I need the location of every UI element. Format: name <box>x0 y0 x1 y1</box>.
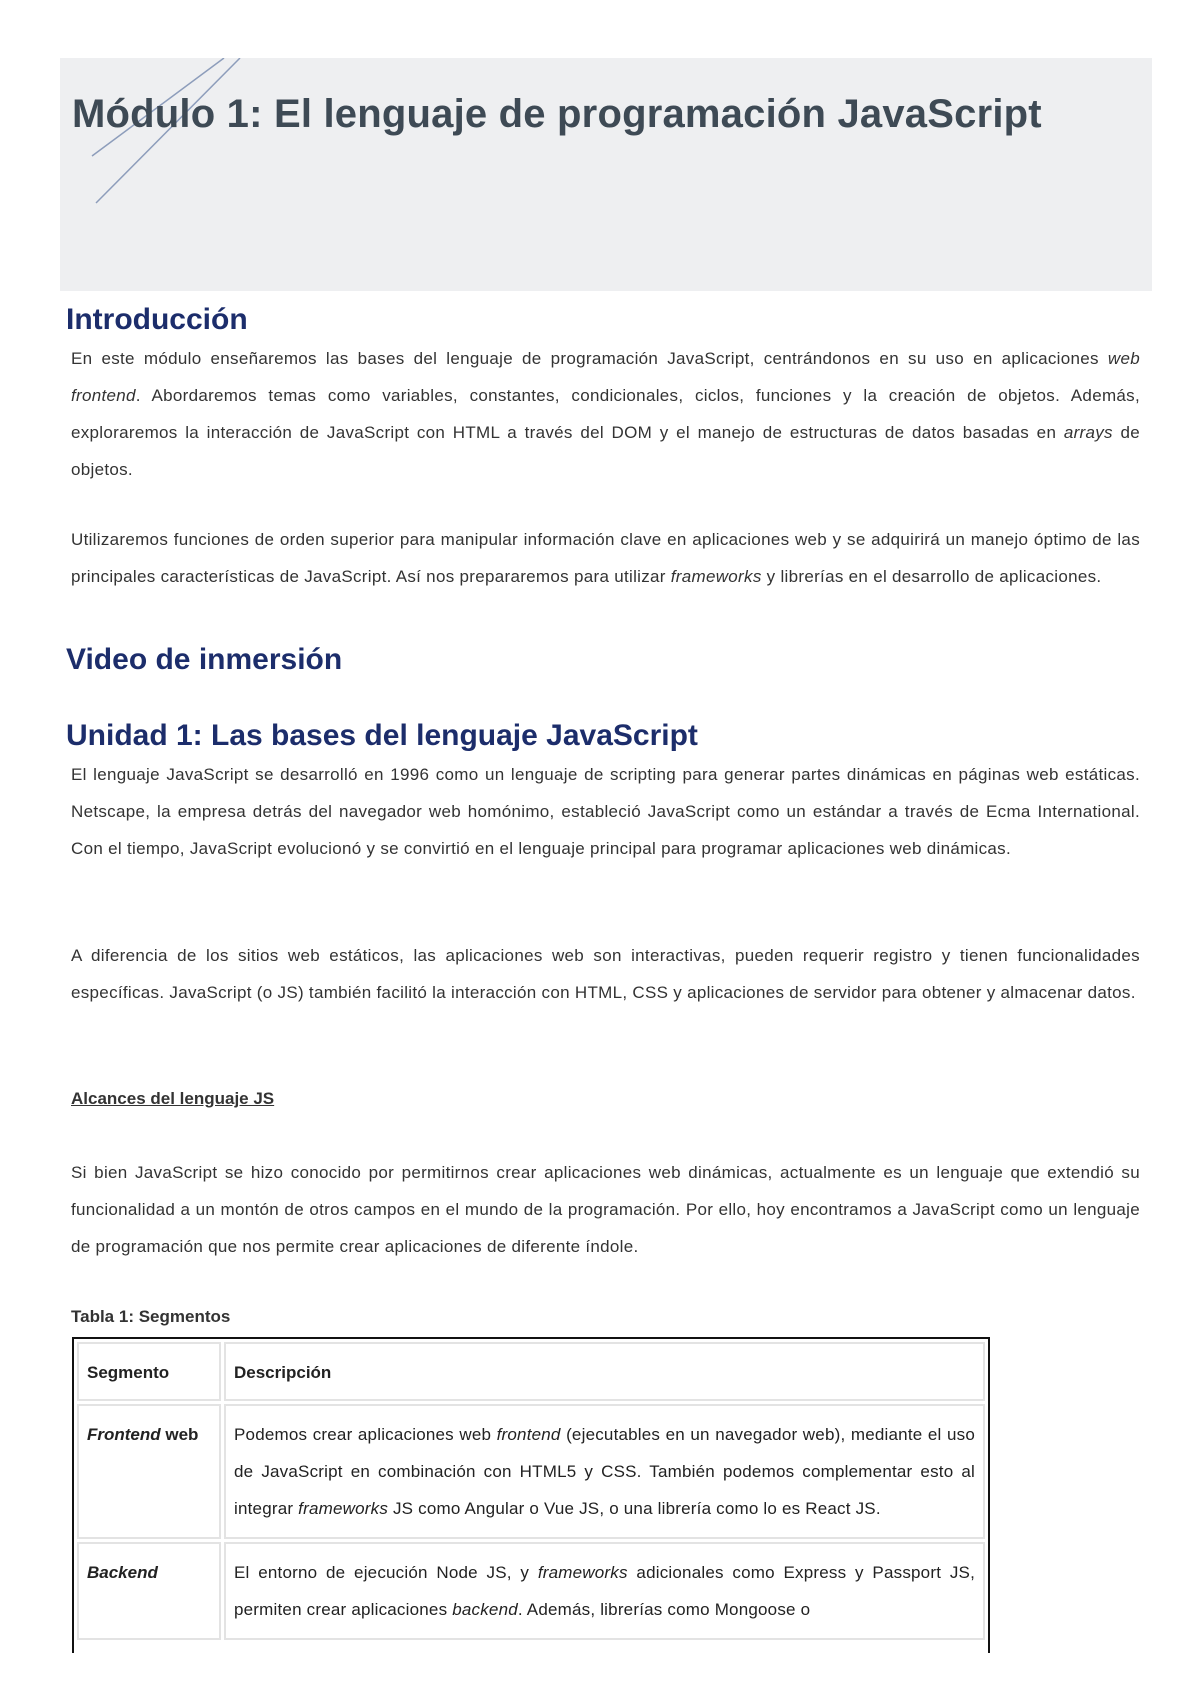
module-header-banner <box>60 58 1152 291</box>
table-header-row <box>77 1342 985 1401</box>
italic-text: frontend <box>496 1425 561 1444</box>
italic-text: frameworks <box>537 1563 628 1582</box>
text-segment: Podemos crear aplicaciones web <box>234 1425 497 1444</box>
intro-paragraph <box>71 340 1140 488</box>
text-segment: . Además, librerías como Mongoose o <box>517 1600 811 1619</box>
unit1-paragraph <box>71 756 1140 867</box>
text-segment: A diferencia de los sitios web estáticos, las aplicaciones web son interactivas, pueden requerir registro y tienen funcionalidades específicas. JavaScript (o JS) también facilitó la interacción con HTML, CSS y aplicaciones de servidor para obtener y almacenar datos. <box>71 946 1140 1002</box>
text-segment: Utilizaremos funciones de orden superior para manipular información clave en aplicaciones web y se adquirirá un manejo óptimo de las principales características de JavaScript. Así nos prepararemos para utilizar <box>71 530 1140 586</box>
text-segment: El entorno de ejecución Node JS, y <box>234 1563 538 1582</box>
text-segment: . Abordaremos temas como variables, constantes, condicionales, ciclos, funciones y la creación de objetos. Además, exploraremos la interacción de JavaScript con HTML a través del DOM y el manejo de estructuras de datos basadas en <box>71 386 1140 442</box>
table-row <box>77 1542 985 1640</box>
video-heading: Video de inmersión <box>66 643 343 676</box>
text-segment: El lenguaje JavaScript se desarrolló en 1996 como un lenguaje de scripting para generar partes dinámicas en páginas web estáticas. Netscape, la empresa detrás del navegador web homónimo, estableció JavaScript como un estándar a través de Ecma International. Con el tiempo, JavaScript evolucionó y se convirtió en el lenguaje principal para programar aplicaciones web dinámicas. <box>71 765 1140 858</box>
text-segment: y librerías en el desarrollo de aplicaciones. <box>761 567 1102 586</box>
unit1-heading: Unidad 1: Las bases del lenguaje JavaScript <box>66 719 698 752</box>
italic-text: backend <box>452 1600 518 1619</box>
italic-text: web frontend <box>71 349 1140 405</box>
intro-paragraph <box>71 521 1140 595</box>
table-row <box>77 1404 985 1539</box>
description-cell <box>224 1404 985 1539</box>
italic-text: Backend <box>87 1563 158 1582</box>
text-segment: En este módulo enseñaremos las bases del lenguaje de programación JavaScript, centrándonos en su uso en aplicaciones <box>71 349 1108 368</box>
text-segment: JS como Angular o Vue JS, o una librería como lo es React JS. <box>388 1499 881 1518</box>
text-segment: (ejecutables en un navegador web), mediante el uso de JavaScript en combinación con HTML5 y CSS. También podemos complementar esto al integrar <box>234 1425 975 1518</box>
header-segment: Segmento <box>77 1342 221 1401</box>
text-segment: web <box>160 1425 199 1444</box>
italic-text: frameworks <box>298 1499 389 1518</box>
text-segment: Si bien JavaScript se hizo conocido por permitirnos crear aplicaciones web dinámicas, actualmente es un lenguaje que extendió su funcionalidad a un montón de otros campos en el mundo de la programación. Por ello, hoy encontramos a JavaScript como un lenguaje de programación que nos permite crear aplicaciones de diferente índole. <box>71 1163 1140 1256</box>
intro-heading: Introducción <box>66 303 248 336</box>
unit1-paragraph <box>71 937 1140 1011</box>
table-caption: Tabla 1: Segmentos <box>71 1307 231 1326</box>
text-segment: de objetos. <box>71 423 1140 479</box>
text-segment: adicionales como Express y Passport JS, permiten crear aplicaciones <box>234 1563 975 1619</box>
italic-text: frameworks <box>670 567 762 586</box>
scope-subheading: Alcances del lenguaje JS <box>71 1089 275 1108</box>
segment-cell <box>77 1404 221 1539</box>
italic-text: arrays <box>1063 423 1113 442</box>
italic-text: Frontend <box>87 1425 161 1444</box>
page-title: Módulo 1: El lenguaje de programación JavaScript <box>72 92 1042 136</box>
description-cell <box>224 1542 985 1640</box>
segment-cell <box>77 1542 221 1640</box>
segments-table <box>72 1337 990 1653</box>
header-description: Descripción <box>224 1342 985 1401</box>
scope-paragraph <box>71 1154 1140 1265</box>
